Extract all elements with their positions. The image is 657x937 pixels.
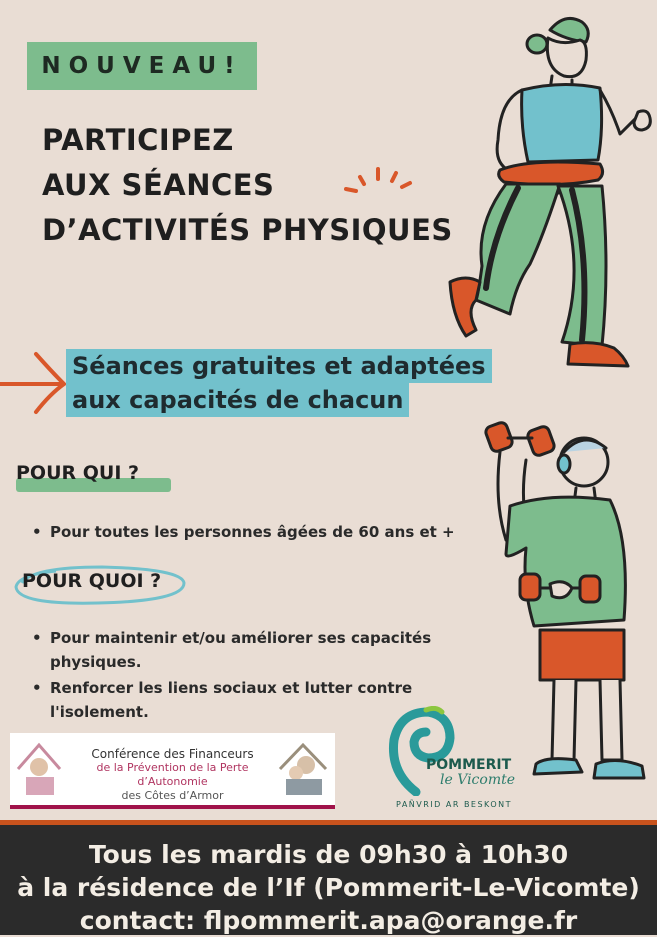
tagline-line-2: aux capacités de chacun [66,383,409,417]
pour-quoi-label: POUR QUOI ? [22,570,162,592]
pour-qui-heading [16,462,139,484]
walking-woman-illustration [430,10,655,370]
tagline-line-1: Séances gratuites et adaptées [66,349,492,383]
spark-decoration-icon [338,165,418,205]
footer-schedule: Tous les mardis de 09h30 à 10h30 [88,840,569,869]
partner-line-2: de la Prévention de la Perte d’Autonomie [96,761,249,788]
logo-breton: PAÑVRID AR BESKONT [396,800,513,809]
arrow-right-icon [0,348,70,418]
title-line-3: D’ACTIVITÉS PHYSIQUES [42,213,453,247]
title-line-2: AUX SÉANCES [42,168,275,202]
logo-name-1: POMMERIT [426,757,512,773]
list-item: • Renforcer les liens sociaux et lutter contre l'isolement. [32,676,472,724]
pour-qui-label: POUR QUI ? [16,462,140,484]
partner-photo-right-icon [276,739,330,797]
pour-qui-list [32,520,512,544]
logo-name-2: le Vicomte [440,772,516,788]
footer-info [0,820,657,935]
partner-line-1: Conférence des Financeurs [91,747,254,761]
partner-text [70,747,275,803]
footer-location: à la résidence de l’If (Pommerit-Le-Vicomte) [17,873,640,902]
nouveau-badge [27,42,257,90]
tagline [66,349,492,417]
footer-contact: contact: flpommerit.apa@orange.fr [79,906,578,935]
logo-name [426,758,515,788]
list-item: • Pour toutes les personnes âgées de 60 ans et + [32,520,512,544]
partner-banner [10,733,335,809]
nouveau-label: NOUVEAU! [41,53,243,79]
partner-line-3: des Côtes d’Armor [121,789,224,802]
pour-quoi-heading [12,563,190,609]
title-line-1: PARTICIPEZ [42,123,234,157]
list-item: • Pour maintenir et/ou améliorer ses capacités physiques. [32,626,472,674]
partner-photo-left-icon [14,739,64,797]
pommerit-logo [386,706,556,816]
